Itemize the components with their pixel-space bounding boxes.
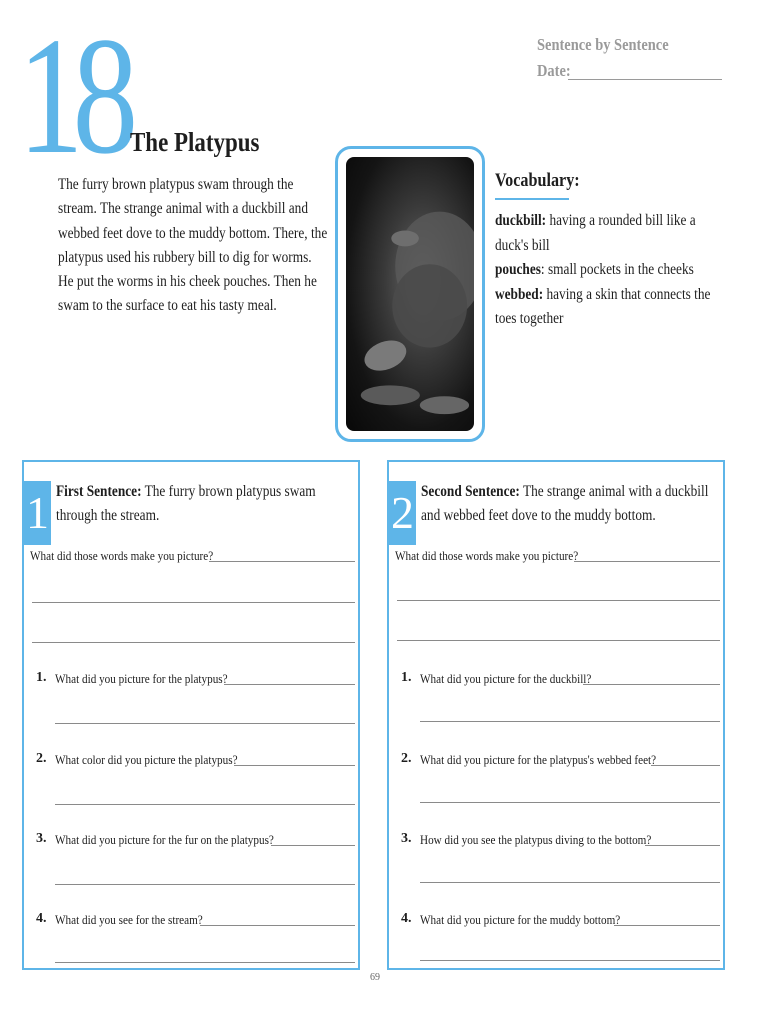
question-text: What did you picture for the duckbill? (420, 671, 592, 686)
answer-line[interactable] (583, 684, 720, 685)
vocab-term: duckbill: (495, 212, 547, 229)
picture-prompt: What did those words make you picture? (395, 548, 579, 563)
answer-line[interactable] (574, 561, 720, 562)
vocab-definition: : small pockets in the cheeks (540, 261, 694, 278)
question-text: What did you picture for the muddy bottom? (420, 912, 621, 927)
vocabulary-list (495, 209, 710, 332)
vocab-term: pouches (495, 261, 541, 278)
vocab-item (495, 209, 714, 258)
answer-line[interactable] (420, 802, 720, 803)
date-field[interactable] (568, 79, 722, 80)
section-label: Second Sentence: (421, 483, 520, 500)
sentence-text: The furry brown platypus swam through the stream. (56, 483, 316, 524)
answer-line[interactable] (271, 845, 355, 846)
answer-line[interactable] (55, 804, 355, 805)
answer-line[interactable] (651, 765, 720, 766)
vocab-term: webbed: (495, 285, 544, 303)
answer-line[interactable] (200, 925, 355, 926)
question-number: 4. (36, 911, 47, 926)
lesson-number: 18 (18, 3, 128, 189)
answer-line[interactable] (55, 884, 355, 885)
date-label: Date: (537, 61, 571, 80)
answer-line[interactable] (55, 962, 355, 963)
answer-line[interactable] (234, 765, 355, 766)
question-number: 3. (36, 831, 47, 846)
section-number: 1 (24, 481, 51, 545)
section-sentence (56, 480, 314, 528)
answer-line[interactable] (614, 925, 720, 926)
question-number: 3. (401, 831, 412, 846)
question-text: What did you picture for the platypus? (55, 671, 228, 686)
answer-line[interactable] (55, 723, 355, 724)
answer-line[interactable] (32, 642, 355, 643)
question-text: What color did you picture the platypus? (55, 752, 238, 767)
vocab-item (495, 258, 714, 283)
question-number: 1. (401, 670, 412, 685)
question-number: 2. (36, 751, 47, 766)
vocabulary-heading: Vocabulary: (495, 170, 580, 191)
answer-line[interactable] (420, 882, 720, 883)
sentence-section-2 (387, 460, 725, 970)
question-number: 1. (36, 670, 47, 685)
question-text: What did you see for the stream? (55, 912, 203, 927)
answer-line[interactable] (224, 684, 355, 685)
picture-prompt: What did those words make you picture? (30, 548, 214, 563)
sentence-text: The strange animal with a duckbill and webbed feet dove to the muddy bottom. (421, 483, 709, 524)
section-sentence (421, 480, 709, 528)
question-text: How did you see the platypus diving to the bottom? (420, 832, 652, 847)
passage-text: The furry brown platypus swam through the stream. The strange animal with a duckbill and webbed feet dove to the muddy bottom. There, the platypus used his rubbery bill to dig for worms. He put the worms in his cheek pouches. Then he swam to the surface to eat his tasty meal. (58, 176, 328, 315)
vocab-item (495, 283, 714, 332)
sentence-section-1 (22, 460, 360, 970)
answer-line[interactable] (420, 960, 720, 961)
vocab-definition: having a skin that connects the toes together (495, 285, 711, 327)
vocab-definition: having a rounded bill like a duck's bill (495, 212, 696, 254)
answer-line[interactable] (645, 845, 720, 846)
answer-line[interactable] (397, 640, 720, 641)
page-number: 69 (370, 972, 380, 983)
platypus-photo (346, 157, 474, 431)
section-number: 2 (389, 481, 416, 545)
question-number: 4. (401, 911, 412, 926)
series-label: Sentence by Sentence (537, 35, 669, 54)
page-title: The Platypus (130, 127, 260, 157)
photo-frame (335, 146, 485, 442)
answer-line[interactable] (209, 561, 355, 562)
answer-line[interactable] (32, 602, 355, 603)
answer-line[interactable] (397, 600, 720, 601)
question-text: What did you picture for the fur on the platypus? (55, 832, 274, 847)
section-label: First Sentence: (56, 483, 142, 500)
answer-line[interactable] (420, 721, 720, 722)
vocabulary-underline (495, 198, 569, 200)
reading-passage (58, 173, 328, 319)
question-number: 2. (401, 751, 412, 766)
question-text: What did you picture for the platypus's webbed feet? (420, 752, 657, 767)
